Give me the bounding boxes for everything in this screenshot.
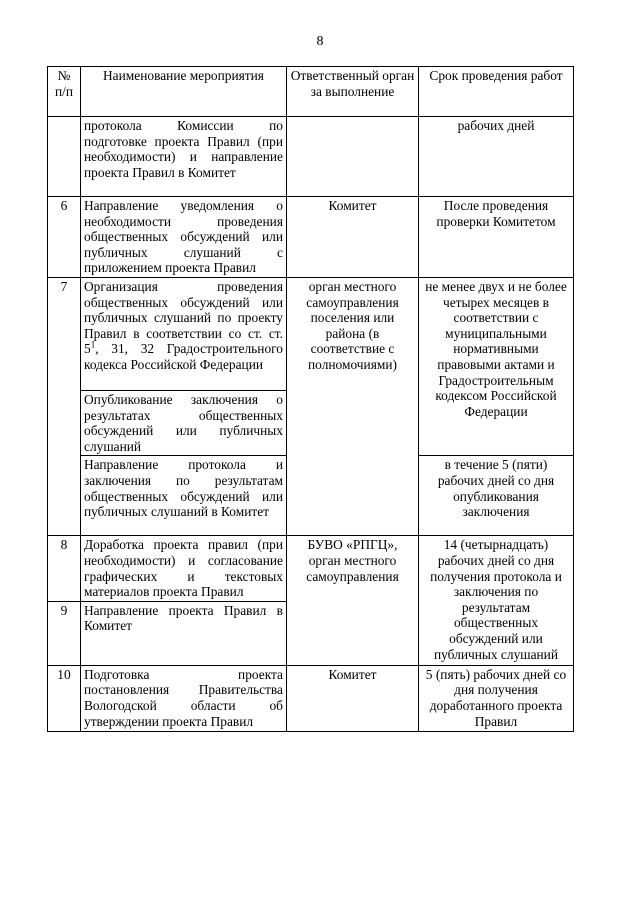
row-deadline: не менее двух и не более четырех месяцев в соответствии с муниципальными нормативными правовыми актами и Градостроительным кодексом Российской Федерации [419,278,574,456]
row-num: 7 [48,278,81,536]
row-name: Направление проекта Правил в Комитет [81,601,287,665]
row-responsible: БУВО «РПГЦ», орган местного самоуправления [287,536,419,665]
row-num: 6 [48,197,81,278]
row-name: Направление уведомления о необходимости проведения общественных обсуждений или публичных слушаний с приложением проекта Правил [81,197,287,278]
header-name: Наименование мероприятия [81,67,287,117]
row-responsible: Комитет [287,665,419,731]
row-name: протокола Комиссии по подготовке проекта Правил (при необходимости) и направление проекта Правил в Комитет [81,117,287,197]
header-responsible: Ответственный орган за выполнение [287,67,419,117]
row-num [48,117,81,197]
header-num: № п/п [48,67,81,117]
row-responsible: Комитет [287,197,419,278]
table-row [48,665,574,731]
row-deadline: После проведения проверки Комитетом [419,197,574,278]
row-num: 8 [48,536,81,601]
row-name: Опубликование заключения о результатах общественных обсуждений или публичных слушаний [81,391,287,456]
row-name: Направление протокола и заключения по результатам общественных обсуждений или публичных слушаний в Комитет [81,456,287,536]
table-row [48,117,574,197]
header-deadline: Срок проведения работ [419,67,574,117]
table-row [48,278,574,391]
row-name: Организация проведения общественных обсуждений или публичных слушаний по проекту Правил в соответствии со ст. ст. $5^1$, 31, 32 Градостроительного кодекса Российской Федерации [81,278,287,391]
row-num: 9 [48,601,81,665]
schedule-table [47,66,574,732]
table-header-row [48,67,574,117]
row-name: Подготовка проекта постановления Правительства Вологодской области об утверждении проекта Правил [81,665,287,731]
row-deadline: в течение 5 (пяти) рабочих дней со дня опубликования заключения [419,456,574,536]
row-deadline: 14 (четырнадцать) рабочих дней со дня получения протокола и заключения по результатам общественных обсуждений или публичных слушаний [419,536,574,665]
table-row [48,536,574,601]
superscript: 1 [90,339,96,350]
row-num: 10 [48,665,81,731]
row-responsible: орган местного самоуправления поселения или района (в соответствие с полномочиями) [287,278,419,536]
page-number: 8 [316,34,324,49]
table-row [48,197,574,278]
row-responsible [287,117,419,197]
row-deadline: рабочих дней [419,117,574,197]
row-deadline: 5 (пять) рабочих дней со дня получения доработанного проекта Правил [419,665,574,731]
row-name: Доработка проекта правил (при необходимости) и согласование графических и текстовых материалов проекта Правил [81,536,287,601]
